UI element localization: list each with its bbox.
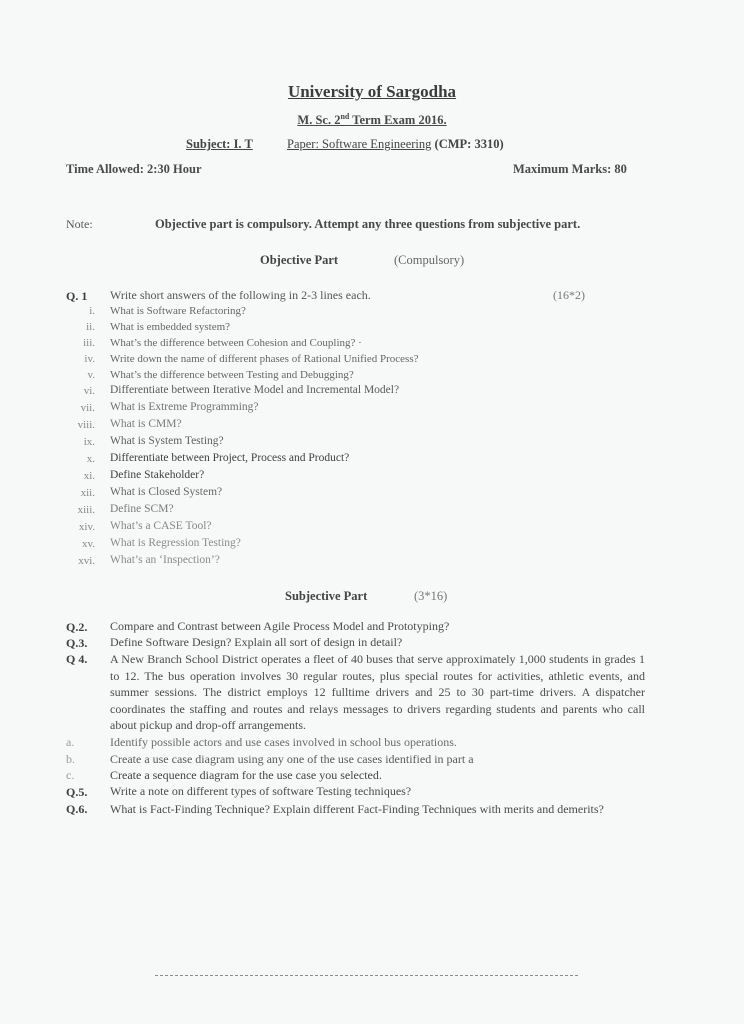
- subjective-marks: (3*16): [414, 589, 448, 603]
- note-text: Objective part is compulsory. Attempt any three questions from subjective part.: [155, 217, 581, 231]
- exam-term-prefix: M. Sc. 2: [297, 113, 341, 128]
- list-item: What is Closed System?: [110, 486, 223, 498]
- q3-text: Define Software Design? Explain all sort of design in detail?: [110, 635, 403, 649]
- item-number: xii.: [80, 487, 95, 499]
- item-number: viii.: [77, 419, 95, 431]
- q6-text: What is Fact-Finding Technique? Explain different Fact-Finding Techniques with merits and demerits?: [110, 802, 604, 816]
- subjective-heading: Subjective Part: [285, 589, 368, 603]
- q2-text: Compare and Contrast between Agile Process Model and Prototyping?: [110, 619, 450, 633]
- item-number: i.: [89, 305, 95, 317]
- list-item: What is embedded system?: [110, 321, 231, 333]
- time-allowed: Time Allowed: 2:30 Hour: [66, 162, 202, 176]
- q4-part-a-text: Identify possible actors and use cases involved in school bus operations.: [110, 735, 457, 749]
- university-name: University of Sargodha: [287, 82, 457, 101]
- list-item: What’s the difference between Cohesion and Coupling? ·: [110, 337, 362, 349]
- item-number: iii.: [83, 337, 95, 349]
- item-number: ii.: [86, 321, 95, 333]
- paper-name: Paper: Software Engineering: [287, 137, 432, 151]
- item-number: vi.: [83, 385, 95, 397]
- q5-text: Write a note on different types of software Testing techniques?: [110, 784, 412, 798]
- list-item: What is CMM?: [110, 418, 182, 430]
- item-number: xv.: [81, 538, 95, 550]
- list-item: What’s an ‘Inspection’?: [110, 554, 220, 566]
- q6-number: Q.6.: [66, 802, 88, 816]
- list-item: What’s a CASE Tool?: [110, 520, 212, 532]
- item-number: v.: [87, 369, 95, 381]
- q4-text: A New Branch School District operates a fleet of 40 buses that serve approximately 1,000 students in grades 1 to 12. The bus operation involves 30 regular routes, plus special routes for activities, athletic events, and summer sessions. The district employs 12 fulltime drivers and 25 to 30 part-time drivers. A dispatcher coordinates the staffing and routes and relays messages to drivers regarding students and parents who call about pickup and drop-off arrangements.: [110, 652, 645, 732]
- q1-number: Q. 1: [66, 289, 88, 303]
- objective-qualifier: (Compulsory): [394, 253, 465, 267]
- q1-text: Write short answers of the following in 2-3 lines each.: [110, 288, 371, 302]
- exam-term-sup: nd: [340, 112, 350, 121]
- list-item: What is Extreme Programming?: [110, 401, 259, 413]
- q3-number: Q.3.: [66, 636, 88, 650]
- list-item: Define Stakeholder?: [110, 469, 205, 481]
- q4-part-b-text: Create a use case diagram using any one of the use cases identified in part a: [110, 752, 474, 766]
- paper-info: [287, 137, 504, 152]
- list-item: Differentiate between Project, Process and Product?: [110, 452, 350, 464]
- item-number: xiv.: [78, 521, 95, 533]
- list-item: What is Regression Testing?: [110, 537, 241, 549]
- item-number: xvi.: [78, 555, 95, 567]
- exam-term: [0, 112, 744, 128]
- item-number: ix.: [83, 436, 95, 448]
- item-number: iv.: [84, 353, 95, 365]
- maximum-marks: Maximum Marks: 80: [513, 162, 627, 176]
- item-number: x.: [86, 453, 95, 465]
- paper-code: (CMP: 3310): [434, 137, 504, 151]
- university-title: [0, 82, 744, 102]
- q1-marks: (16*2): [553, 288, 585, 302]
- q4-part-a-label: a.: [66, 735, 75, 749]
- q2-number: Q.2.: [66, 620, 88, 634]
- q4-part-b-label: b.: [66, 752, 75, 766]
- list-item: What is System Testing?: [110, 435, 224, 447]
- note-label: Note:: [66, 217, 93, 231]
- list-item: Define SCM?: [110, 503, 174, 515]
- exam-term-suffix: Term Exam 2016.: [349, 113, 447, 128]
- subject-label: Subject: I. T: [186, 137, 253, 151]
- objective-heading: Objective Part: [260, 253, 339, 267]
- end-divider: [155, 975, 578, 976]
- list-item: Write down the name of different phases of Rational Unified Process?: [110, 353, 419, 365]
- item-number: xi.: [83, 470, 95, 482]
- q4-part-c-text: Create a sequence diagram for the use case you selected.: [110, 768, 382, 782]
- list-item: What’s the difference between Testing and Debugging?: [110, 369, 354, 381]
- item-number: vii.: [80, 402, 95, 414]
- q4-number: Q 4.: [66, 652, 88, 666]
- list-item: What is Software Refactoring?: [110, 305, 246, 317]
- q4-part-c-label: c.: [66, 768, 75, 782]
- item-number: xiii.: [77, 504, 95, 516]
- exam-term-text: [297, 113, 446, 127]
- list-item: Differentiate between Iterative Model and Incremental Model?: [110, 384, 400, 396]
- q5-number: Q.5.: [66, 785, 88, 799]
